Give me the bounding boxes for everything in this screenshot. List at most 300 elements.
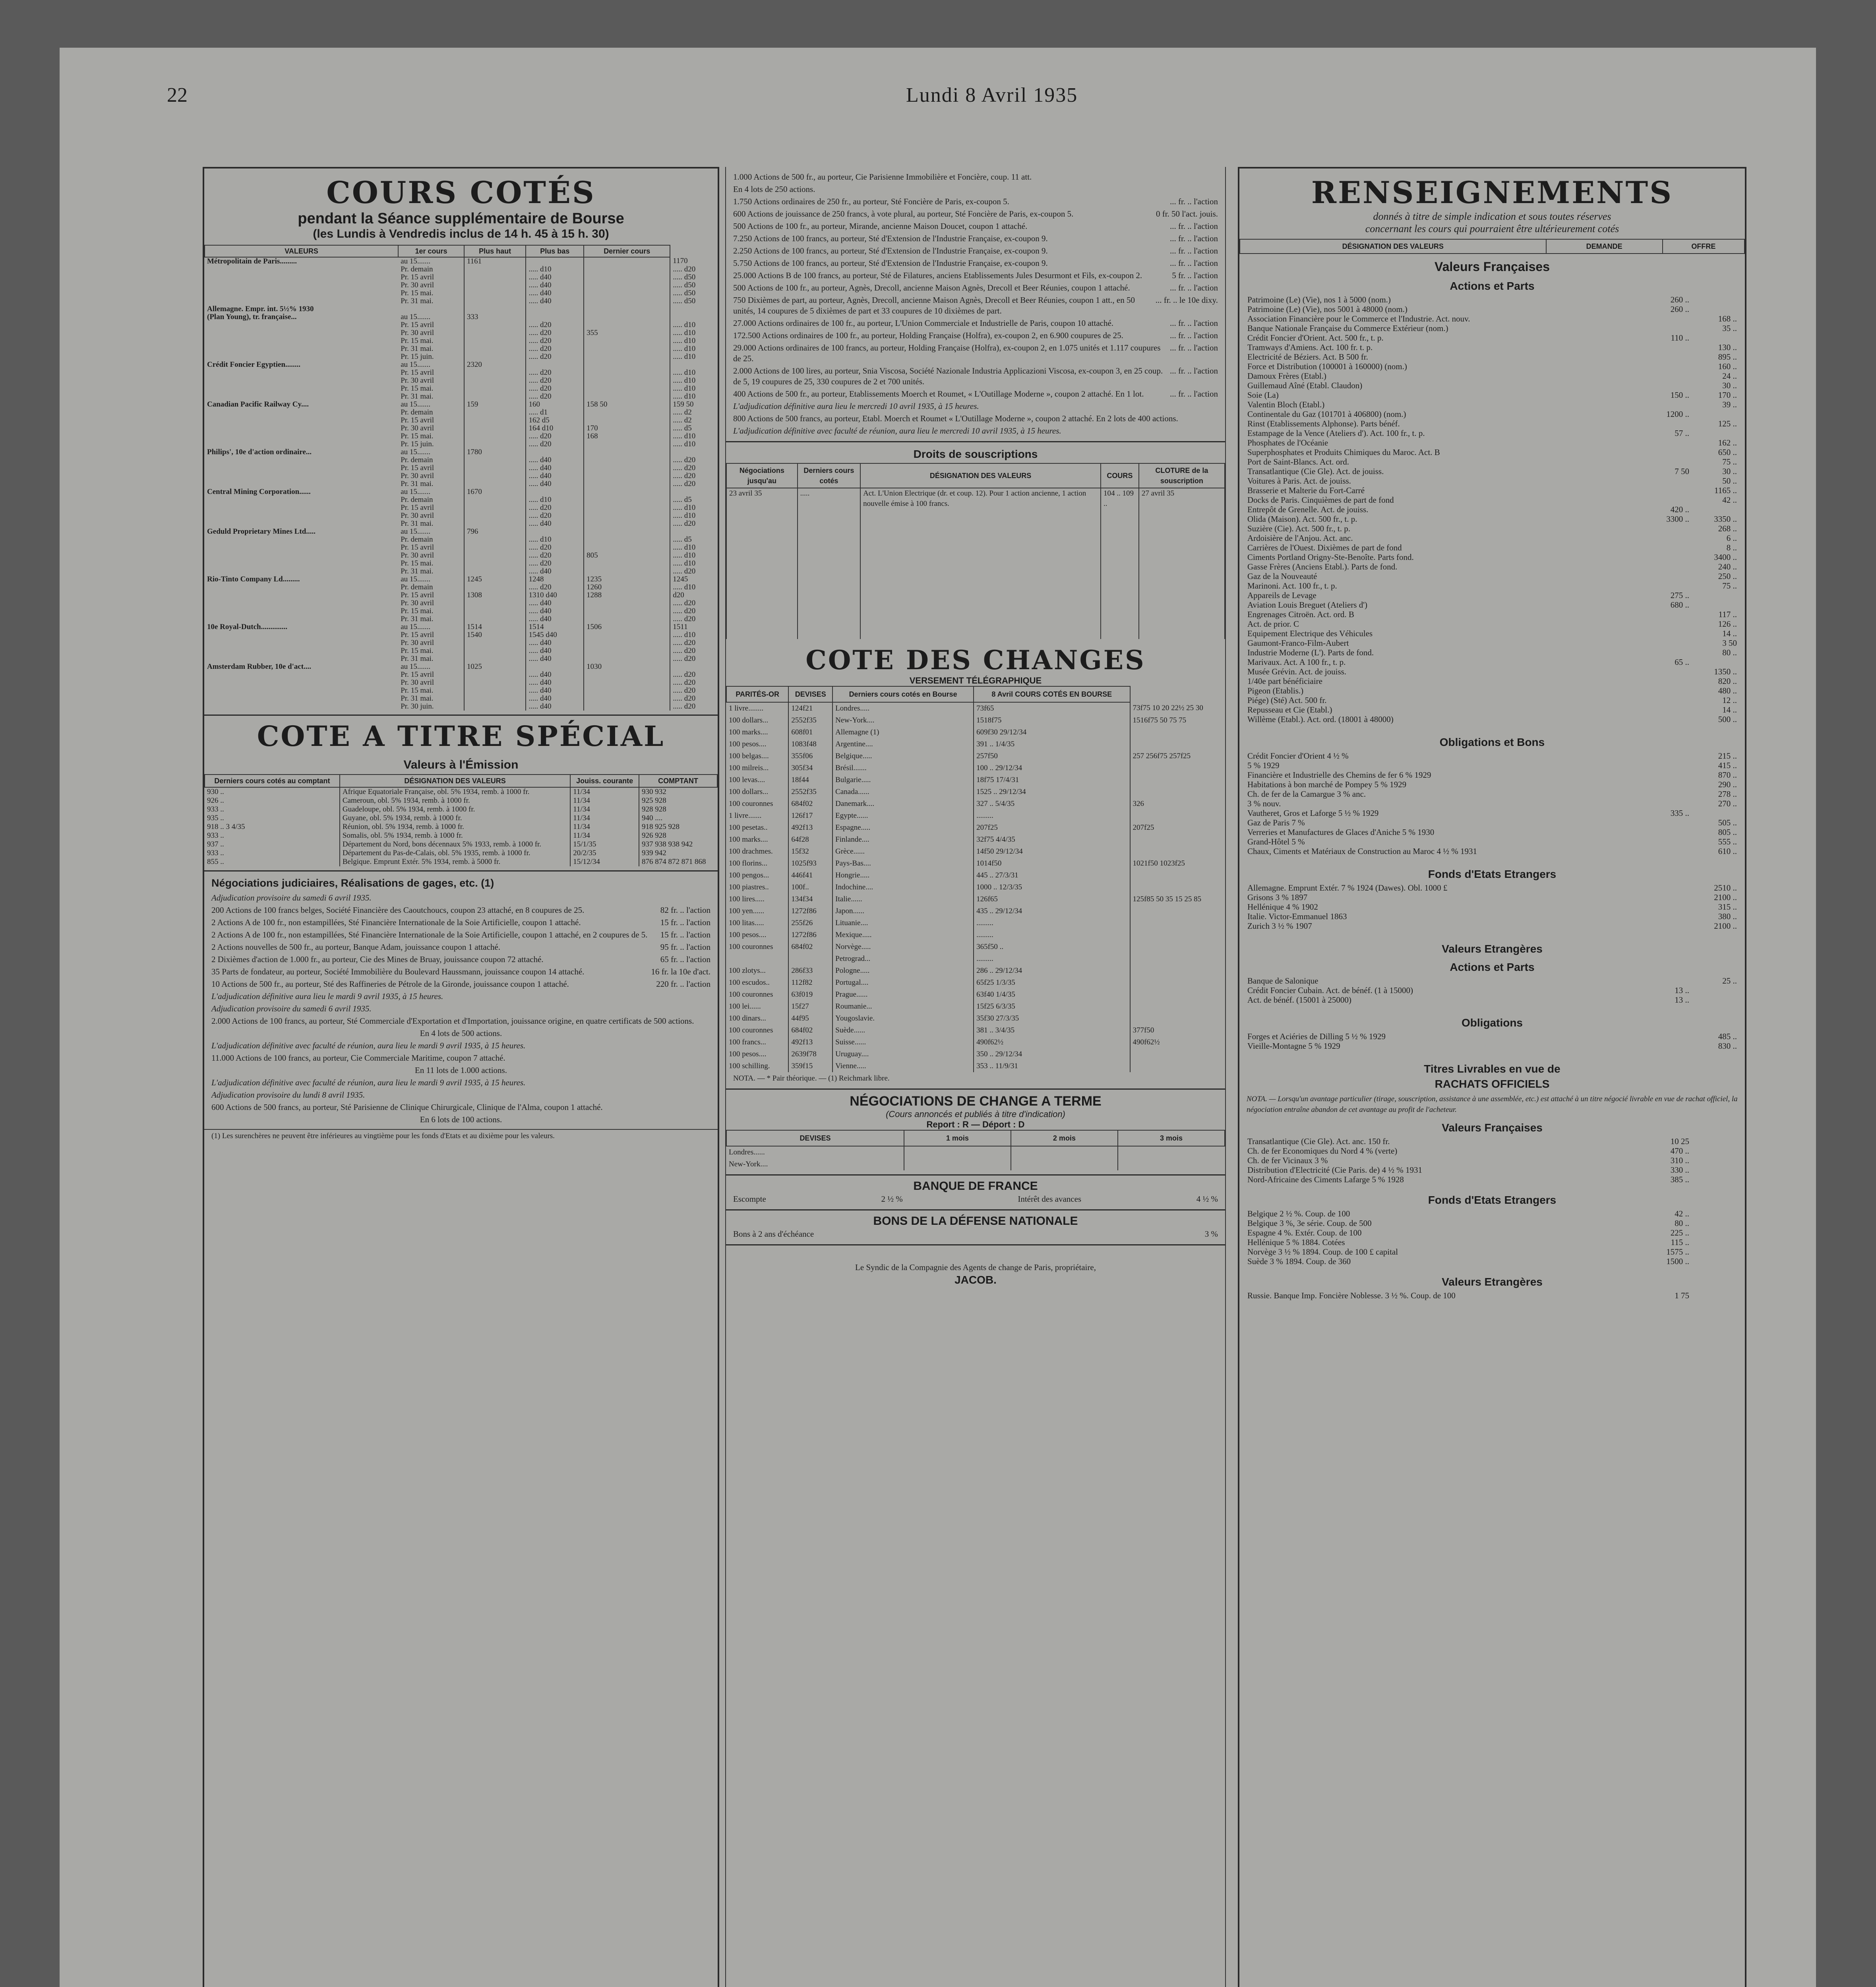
item-name: Suède 3 % 1894. Coup. de 360 — [1247, 1257, 1351, 1266]
table-cell: Département du Pas-de-Calais, obl. 5% 1935, remb. à 1000 fr. — [340, 849, 570, 858]
table-cell: ..... d40 — [526, 687, 584, 695]
table-cell: 15f25 6/3/35 — [974, 1001, 1130, 1013]
table-row — [726, 941, 1225, 953]
table-cell: 14f50 29/12/34 — [974, 846, 1130, 858]
table-cell: 65f25 1/3/35 — [974, 977, 1130, 989]
table-cell: ..... d20 — [526, 345, 584, 353]
item-demande — [1642, 362, 1689, 371]
list-item — [1247, 333, 1737, 343]
column-header: Derniers cours cotés au comptant — [205, 775, 340, 787]
table-row — [205, 432, 718, 440]
table-cell: 353 .. 11/9/31 — [974, 1060, 1130, 1072]
table-cell: 1525 .. 29/12/34 — [974, 786, 1130, 798]
table-cell: ..... d10 — [670, 369, 718, 377]
item-offre — [1689, 1257, 1737, 1266]
column-header: DÉSIGNATION DES VALEURS — [860, 463, 1101, 488]
lot-price: ... fr. .. l'action — [1169, 197, 1218, 206]
table-row — [726, 846, 1225, 858]
item-offre: 610 .. — [1718, 846, 1737, 856]
table-cell — [584, 464, 670, 472]
item-name: Ch. de fer Vicinaux 3 % — [1247, 1156, 1328, 1165]
table-cell: ..... d1 — [526, 409, 584, 416]
table-cell: Pr. 15 mai. — [401, 337, 434, 345]
table-cell — [1130, 810, 1225, 822]
table-cell: au 15....... — [401, 448, 431, 456]
table-cell — [670, 663, 718, 671]
list-item — [1247, 1156, 1737, 1165]
table-cell — [205, 512, 398, 520]
list-item — [1247, 667, 1737, 676]
lot-price: 15 fr. .. l'action — [660, 930, 711, 939]
table-cell — [464, 639, 526, 647]
table-cell: Espagne..... — [832, 822, 974, 834]
table-row — [205, 623, 718, 631]
table-cell: ..... d10 — [670, 432, 718, 440]
table-cell — [584, 337, 670, 345]
table-cell: Argentine.... — [832, 738, 974, 750]
list-item — [1247, 591, 1737, 600]
table-cell — [584, 544, 670, 552]
item-demande — [1642, 912, 1689, 921]
table-cell: ..... d20 — [670, 265, 718, 273]
item-name: Act. de prior. C — [1247, 619, 1299, 629]
table-cell: 100 escudos.. — [729, 978, 770, 987]
table-cell: 126f17 — [788, 810, 832, 822]
table-cell: Central Mining Corporation...... — [207, 488, 311, 496]
table-cell — [1130, 834, 1225, 846]
item-name: Hellénique 4 % 1902 — [1247, 902, 1318, 912]
column-header: Plus bas — [526, 245, 584, 257]
table-cell: ..... d20 — [670, 607, 718, 615]
list-item — [1247, 495, 1737, 505]
table-cell — [464, 273, 526, 281]
item-name: Damoux Frères (Etabl.) — [1247, 371, 1326, 381]
table-cell: 609f30 29/12/34 — [974, 726, 1130, 738]
table-cell: au 15....... — [401, 662, 431, 671]
table-cell — [464, 297, 526, 305]
table-cell: 939 942 — [639, 849, 717, 858]
terme-subtitle: (Cours annoncés et publiés à titre d'indication) — [886, 1109, 1065, 1119]
table-row — [205, 647, 718, 655]
table-cell: Mexique..... — [832, 929, 974, 941]
table-cell — [670, 361, 718, 369]
s7-valeurs-etrangeres: Valeurs Etrangères — [1442, 1276, 1543, 1288]
item-demande — [1642, 543, 1689, 552]
table-cell — [464, 687, 526, 695]
table-cell: 1 livre........ — [729, 704, 764, 713]
column-header: DÉSIGNATION DES VALEURS — [1240, 239, 1546, 254]
table-cell — [464, 353, 526, 361]
table-cell: ..... d40 — [526, 567, 584, 575]
table-cell: ..... d10 — [670, 337, 718, 345]
table-cell — [584, 615, 670, 623]
table-cell: 350 .. 29/12/34 — [974, 1048, 1130, 1060]
col2-adj-definitive-1: L'adjudication définitive aura lieu le mercredi 10 avril 1935, à 15 heures. — [733, 401, 979, 411]
table-row — [205, 520, 718, 528]
table-row — [726, 1036, 1225, 1048]
lot-price: 15 fr. .. l'action — [660, 918, 711, 927]
etr-actions-list — [1239, 976, 1745, 1005]
table-cell — [464, 496, 526, 504]
table-cell: 10e Royal-Dutch.............. — [207, 623, 288, 631]
table-cell: Réunion, obl. 5% 1934, remb. à 1000 fr. — [340, 823, 570, 831]
table-cell — [584, 631, 670, 639]
item-offre: 14 .. — [1722, 705, 1737, 715]
list-item — [1247, 976, 1737, 986]
table-row — [205, 361, 718, 369]
lot-item — [726, 365, 1225, 388]
table-cell: 124f21 — [788, 702, 832, 715]
table-cell: Pr. 15 avril — [401, 591, 434, 599]
table-row — [205, 424, 718, 432]
droits-cloture: 27 avril 35 — [1139, 488, 1225, 639]
table-cell — [1130, 870, 1225, 881]
table-cell: ..... d10 — [670, 440, 718, 448]
item-offre: 805 .. — [1718, 827, 1737, 837]
table-row — [205, 591, 718, 599]
item-name: Force et Distribution (100001 à 160000) (nom.) — [1247, 362, 1407, 371]
droits-designation: Act. L'Union Electrique (dr. et coup. 12). Pour 1 action ancienne, 1 action nouvelle émise à 100 francs. — [860, 488, 1101, 639]
table-cell: ..... d10 — [670, 583, 718, 591]
neg-lots-2: En 4 lots de 500 actions. — [420, 1028, 502, 1038]
table-cell — [464, 599, 526, 607]
table-cell: au 15....... — [401, 400, 431, 409]
item-name: Vieille-Montagne 5 % 1929 — [1247, 1041, 1340, 1051]
table-cell: ..... d50 — [670, 273, 718, 281]
table-cell — [1130, 762, 1225, 774]
table-cell — [205, 536, 398, 544]
table-cell: 100 litas..... — [729, 919, 764, 927]
lot-text: 10 Actions de 500 fr., au porteur, Sté des Raffineries de Pétrole de la Gironde, jouissance coupon 1 attaché. — [211, 979, 569, 989]
item-name: Verreries et Manufactures de Glaces d'Aniche 5 % 1930 — [1247, 827, 1435, 837]
item-demande — [1642, 667, 1689, 676]
table-cell: 2552f35 — [788, 786, 832, 798]
table-cell: ..... d20 — [526, 321, 584, 329]
list-item — [1247, 902, 1737, 912]
item-demande: 13 .. — [1675, 986, 1689, 995]
item-demande — [1642, 619, 1689, 629]
table-cell: 1025 — [464, 663, 526, 671]
list-item — [1247, 827, 1737, 837]
item-demande: 13 .. — [1675, 995, 1689, 1005]
table-cell — [205, 456, 398, 464]
lot-item — [726, 388, 1225, 400]
item-name: Continentale du Gaz (101701 à 406800) (nom.) — [1247, 409, 1406, 419]
table-cell: 1514 — [526, 623, 584, 631]
item-offre: 250 .. — [1718, 571, 1737, 581]
item-demande: 335 .. — [1670, 808, 1689, 818]
page-header — [167, 83, 1748, 115]
table-cell: 391 .. 1/4/35 — [974, 738, 1130, 750]
table-cell — [584, 488, 670, 496]
table-cell: 32f75 4/4/35 — [974, 834, 1130, 846]
neg-lots-4: En 6 lots de 100 actions. — [420, 1115, 502, 1124]
item-demande: 470 .. — [1670, 1146, 1689, 1156]
item-demande — [1642, 902, 1689, 912]
table-cell: ..... d10 — [670, 385, 718, 393]
table-cell: Pr. 31 mai. — [401, 694, 434, 703]
table-cell — [726, 953, 788, 965]
table-cell: Pr. 30 avril — [401, 599, 434, 607]
item-offre: 830 .. — [1718, 1041, 1737, 1051]
item-offre: 126 .. — [1718, 619, 1737, 629]
table-cell — [526, 361, 584, 369]
item-demande: 260 .. — [1670, 304, 1689, 314]
table-cell: ..... d20 — [670, 695, 718, 703]
table-row — [726, 989, 1225, 1001]
table-cell: Pr. 15 mai. — [401, 384, 434, 393]
item-offre: 25 .. — [1722, 976, 1737, 986]
item-demande — [1642, 883, 1689, 893]
table-cell — [464, 385, 526, 393]
table-cell — [464, 647, 526, 655]
table-cell — [464, 337, 526, 345]
titre-special-subtitle: Valeurs à l'Émission — [403, 758, 519, 771]
table-cell: Pr. 30 avril — [401, 511, 434, 520]
table-cell: ..... d20 — [526, 385, 584, 393]
table-cell — [205, 552, 398, 560]
item-name: Gaz de la Nouveauté — [1247, 571, 1317, 581]
table-cell: 100 dollars... — [729, 716, 769, 724]
table-row — [205, 849, 717, 858]
list-item — [1247, 638, 1737, 648]
item-name: Italie. Victor-Emmanuel 1863 — [1247, 912, 1347, 921]
table-cell — [464, 671, 526, 679]
table-cell: Bulgarie..... — [832, 774, 974, 786]
table-cell — [1130, 1001, 1225, 1013]
table-cell — [205, 472, 398, 480]
item-offre: 75 .. — [1722, 457, 1737, 467]
list-item — [1247, 381, 1737, 390]
item-demande: 260 .. — [1670, 295, 1689, 304]
table-cell: 15/1/35 — [570, 840, 639, 849]
table-cell: 100 zlotys... — [729, 966, 766, 975]
table-cell: ..... d5 — [670, 424, 718, 432]
lot-text: 2 Actions A de 100 fr., non estampillées, Sté Financière Internationale de la Soie Artificielle, coupon 1 attaché. — [211, 918, 581, 927]
table-cell — [1130, 846, 1225, 858]
bons-title: BONS DE LA DÉFENSE NATIONALE — [873, 1214, 1078, 1228]
table-cell — [205, 583, 398, 591]
item-demande — [1642, 695, 1689, 705]
table-cell — [464, 377, 526, 385]
item-demande — [1642, 323, 1689, 333]
table-row — [726, 750, 1225, 762]
table-cell: Pr. 15 mai. — [401, 289, 434, 297]
item-offre: 1165 .. — [1714, 486, 1737, 495]
droits-derniers: ..... — [798, 488, 860, 639]
table-cell — [464, 695, 526, 703]
table-cell: 18f44 — [788, 774, 832, 786]
table-cell: ..... d10 — [670, 504, 718, 512]
list-item — [1247, 761, 1737, 770]
item-demande: 420 .. — [1670, 505, 1689, 514]
item-offre — [1689, 333, 1737, 343]
s3-valeurs-etrangeres: Valeurs Etrangères — [1442, 943, 1543, 955]
table-row — [205, 552, 718, 560]
table-cell — [464, 464, 526, 472]
table-cell: Danemark.... — [832, 798, 974, 810]
table-cell: 73f65 — [974, 702, 1130, 715]
table-cell: ..... d10 — [670, 345, 718, 353]
etr-obligations-list — [1239, 1032, 1745, 1051]
table-cell: Pr. 15 avril — [401, 670, 434, 679]
fonds-list — [1239, 883, 1745, 931]
table-cell: 100 pesos.... — [729, 1050, 767, 1058]
table-cell — [464, 607, 526, 615]
table-cell: Pr. 30 avril — [401, 281, 434, 289]
lot-item — [726, 232, 1225, 245]
table-cell: ..... d40 — [526, 472, 584, 480]
table-cell — [464, 416, 526, 424]
table-cell — [670, 305, 718, 313]
col2-adj-definitive-2: L'adjudication définitive avec faculté de réunion, aura lieu le mercredi 10 avril 1935, à 15 heures. — [733, 426, 1061, 436]
lot-price: ... fr. .. l'action — [1169, 234, 1218, 243]
item-name: Olida (Maison). Act. 500 fr., t. p. — [1247, 514, 1357, 524]
list-item — [1247, 686, 1737, 695]
table-cell — [1130, 774, 1225, 786]
lot-item — [726, 183, 1225, 196]
table-row — [726, 738, 1225, 750]
table-row — [726, 1001, 1225, 1013]
table-row — [726, 1013, 1225, 1024]
column-header: OFFRE — [1663, 239, 1744, 254]
table-cell — [205, 607, 398, 615]
table-cell: Japon...... — [832, 905, 974, 917]
table-cell: ..... d50 — [670, 281, 718, 289]
negociations-title: Négociations judiciaires, Réalisations de gages, etc. (1) — [211, 877, 494, 889]
table-cell — [205, 655, 398, 663]
adj-definitive-1: L'adjudication définitive aura lieu le mardi 9 avril 1935, à 15 heures. — [211, 992, 443, 1001]
titre-special-table — [204, 774, 718, 866]
list-item — [1247, 514, 1737, 524]
table-cell: 876 874 872 871 868 — [639, 858, 717, 866]
table-cell: 1025f93 — [788, 858, 832, 870]
list-item: Russie. Banque Imp. Foncière Noblesse. 3 ½ %. Coup. de 100 1 75 — [1247, 1291, 1689, 1300]
table-cell — [398, 305, 464, 313]
table-cell — [788, 953, 832, 965]
middle-column — [725, 167, 1226, 1987]
item-offre: 42 .. — [1722, 495, 1737, 505]
item-offre: 555 .. — [1718, 837, 1737, 846]
table-row — [726, 786, 1225, 798]
table-cell: 684f02 — [788, 798, 832, 810]
table-cell: ..... d50 — [670, 297, 718, 305]
table-cell: 100 dollars... — [729, 788, 769, 796]
table-cell — [464, 536, 526, 544]
lot-text: 1.750 Actions ordinaires de 250 fr., au porteur, Sté Foncière de Paris, ex-coupon 5. — [733, 197, 1009, 206]
table-cell: Portugal.... — [832, 977, 974, 989]
table-row — [205, 488, 718, 496]
table-cell: ..... d20 — [670, 687, 718, 695]
adj-provisoire-2: Adjudication provisoire du samedi 6 avril 1935. — [211, 1004, 372, 1013]
item-offre: 290 .. — [1718, 780, 1737, 789]
table-cell: ..... d20 — [670, 679, 718, 687]
table-cell — [584, 456, 670, 464]
table-cell: 805 — [584, 552, 670, 560]
table-cell: ..... d10 — [670, 329, 718, 337]
table-row — [726, 1158, 1225, 1170]
table-row — [726, 870, 1225, 881]
table-cell — [584, 679, 670, 687]
table-cell: ..... d20 — [526, 377, 584, 385]
item-offre — [1689, 1209, 1737, 1218]
droits-table — [726, 463, 1225, 639]
column-header: CLOTURE de la souscription — [1139, 463, 1225, 488]
lot-text: 400 Actions de 500 fr., au porteur, Etablissements Moerch et Roumet, « L'Outillage Moderne », coupon 2 attaché. En 1 lot. — [733, 389, 1144, 399]
table-cell — [205, 440, 398, 448]
left-column — [203, 167, 719, 1987]
table-cell: Philips', 10e d'action ordinaire... — [207, 448, 312, 456]
table-row — [726, 977, 1225, 989]
item-offre: 870 .. — [1718, 770, 1737, 780]
lot-text: 25.000 Actions B de 100 francs, au porteur, Sté de Filatures, anciens Etablissements Jules Desurmont et Fils, ex-coupon 2. — [733, 271, 1142, 280]
list-item — [1247, 1165, 1737, 1175]
column-header: Jouiss. courante — [570, 775, 639, 787]
item-demande: 3300 .. — [1666, 514, 1689, 524]
table-cell — [1130, 965, 1225, 977]
table-cell — [205, 377, 398, 385]
table-cell: Prague...... — [832, 989, 974, 1001]
table-cell: 159 — [464, 401, 526, 409]
table-cell: 796 — [464, 528, 526, 536]
item-offre — [1689, 1228, 1737, 1238]
table-row — [726, 1146, 1225, 1158]
item-demande — [1642, 715, 1689, 724]
table-cell: Allemagne (1) — [832, 726, 974, 738]
table-cell: 20/2/35 — [570, 849, 639, 858]
lot-item — [726, 342, 1225, 365]
item-name: Appareils de Levage — [1247, 591, 1316, 600]
item-offre: 75 .. — [1722, 581, 1737, 591]
table-cell — [584, 377, 670, 385]
adj-definitive-2: L'adjudication définitive avec faculté de réunion, aura lieu le mardi 9 avril 1935, à 15 heures. — [211, 1041, 526, 1050]
table-cell: ..... d40 — [526, 273, 584, 281]
item-offre: 168 .. — [1718, 314, 1737, 323]
table-cell: Pr. 15 mai. — [401, 607, 434, 615]
table-cell: 160 — [526, 401, 584, 409]
lot-price: 16 fr. la 10e d'act. — [651, 967, 711, 976]
table-cell: ..... d10 — [670, 544, 718, 552]
item-demande — [1642, 770, 1689, 780]
table-cell: ..... d40 — [526, 297, 584, 305]
table-cell: Pr. 30 avril — [401, 329, 434, 337]
table-row — [205, 409, 718, 416]
list-item — [1247, 1041, 1737, 1051]
list-item — [1247, 893, 1737, 902]
item-offre: 117 .. — [1718, 610, 1737, 619]
item-offre — [1689, 1165, 1737, 1175]
table-cell — [464, 679, 526, 687]
lot-text: 2 Actions A de 100 fr., non estampillées, Sté Financière Internationale de la Soie Artificielle, coupon 1 attaché, en 2 coupures de 5. — [211, 930, 648, 939]
item-offre: 30 .. — [1722, 381, 1737, 390]
table-row — [205, 393, 718, 401]
table-cell: 377f50 — [1130, 1024, 1225, 1036]
table-cell: 435 .. 29/12/34 — [974, 905, 1130, 917]
table-cell — [670, 488, 718, 496]
item-demande — [1642, 648, 1689, 657]
table-cell: 164 d10 — [526, 424, 584, 432]
item-demande: 1575 .. — [1666, 1247, 1689, 1257]
table-cell: Canada...... — [832, 786, 974, 798]
lot-text: 500 Actions de 100 fr., au porteur, Agnès, Drecoll, ancienne Maison Agnès, Drecoll et Beer Réunies, coupon 1 attaché. — [733, 283, 1130, 292]
table-cell — [464, 655, 526, 663]
table-cell — [205, 567, 398, 575]
table-cell: au 15....... — [401, 257, 431, 265]
table-cell: 1 livre....... — [729, 811, 762, 820]
column-header: 2 mois — [1011, 1130, 1118, 1146]
table-cell: ..... d20 — [670, 703, 718, 711]
table-row — [205, 289, 718, 297]
